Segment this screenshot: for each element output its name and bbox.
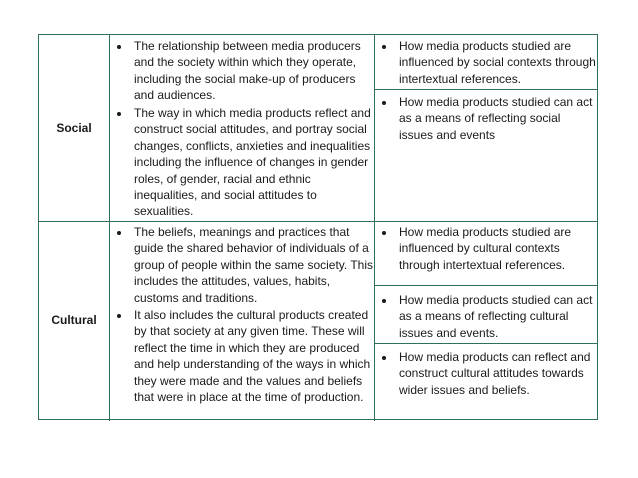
- cultural-right-divider-1: [374, 285, 597, 286]
- column-divider-2: [374, 35, 375, 421]
- cultural-middle-item-2: It also includes the cultural products created by that society at any given time. These will reflect the time in which they are produced and help understanding of the ways in which they were made and the values and beliefs that were in place at the time of production.: [134, 308, 371, 405]
- bullet-icon: [382, 45, 386, 49]
- cultural-middle-item-1: The beliefs, meanings and practices that guide the shared behavior of individuals of a group of people within the same society. This includes the attitudes, values, habits, customs and traditions.: [134, 225, 374, 305]
- social-middle-item-2: The way in which media products reflect and construct social attitudes, and portray social changes, conflicts, anxieties and inequalities including the influence of changes in gender roles, of gender, racial and ethnic inequalities, and social attitudes to sexualities.: [134, 106, 371, 219]
- bullet-icon: [117, 112, 121, 116]
- bullet-icon: [382, 231, 386, 235]
- cultural-right-item-1: How media products studied are influenced by cultural contexts through intertextual references.: [399, 225, 572, 272]
- row-label-cultural: Cultural: [51, 313, 97, 327]
- social-right-divider: [374, 89, 597, 90]
- row-divider: [39, 221, 597, 222]
- bullet-icon: [382, 356, 386, 360]
- bullet-icon: [117, 231, 121, 235]
- row-label-social: Social: [56, 121, 92, 135]
- social-middle-item-1: The relationship between media producers and the society within which they operate, including the social make-up of producers and audiences.: [134, 39, 361, 103]
- cultural-right-item-3: How media products can reflect and construct cultural attitudes towards wider issues and beliefs.: [399, 350, 591, 397]
- context-table: [38, 34, 598, 420]
- bullet-icon: [117, 45, 121, 49]
- social-right-item-1: How media products studied are influenced by social contexts through intertextual references.: [399, 39, 596, 86]
- cultural-right-divider-2: [374, 343, 597, 344]
- bullet-icon: [382, 101, 386, 105]
- cultural-right-item-2: How media products studied can act as a means of reflecting cultural issues and events.: [399, 293, 593, 340]
- column-divider-1: [109, 35, 110, 421]
- bullet-icon: [382, 299, 386, 303]
- bullet-icon: [117, 314, 121, 318]
- social-right-item-2: How media products studied can act as a means of reflecting social issues and events: [399, 95, 593, 142]
